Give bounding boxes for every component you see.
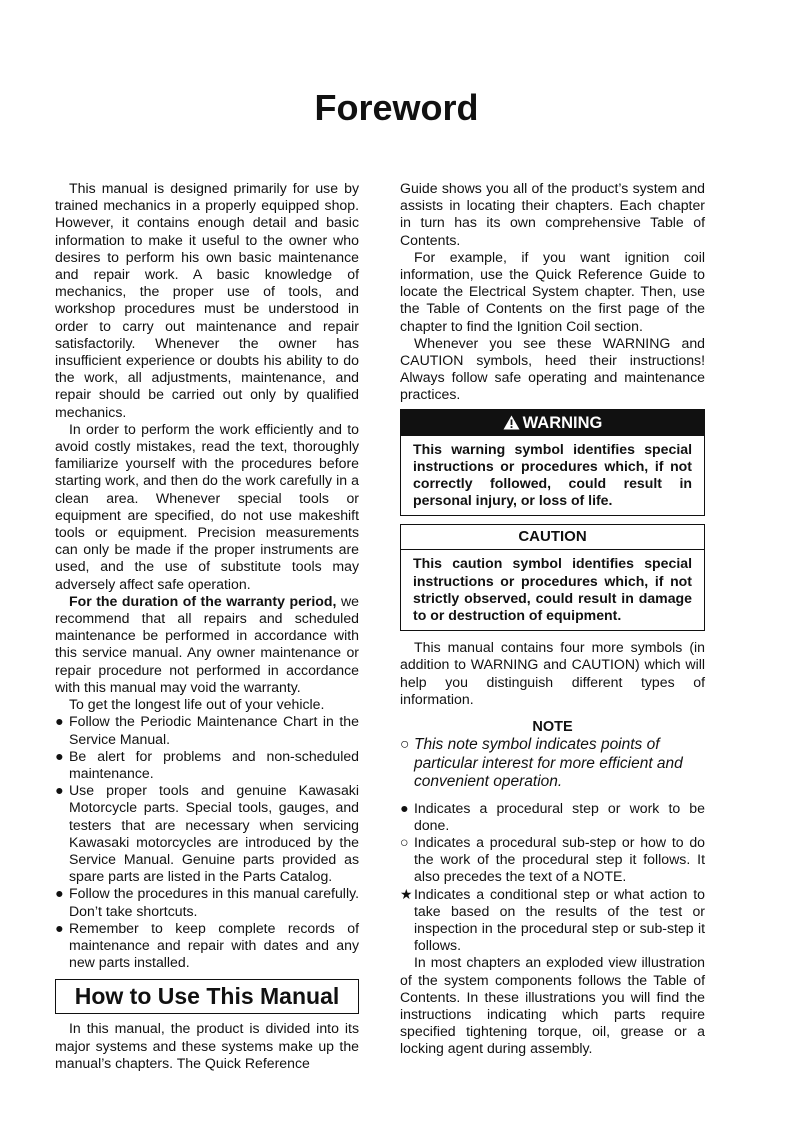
bullet-item: ● Be alert for problems and non-scheduled maintenance. <box>55 747 359 781</box>
four-symbols-paragraph: This manual contains four more symbols (in addition to WARNING and CAUTION) which will help you distinguish different types of information. <box>400 639 705 707</box>
right-column <box>400 180 705 1058</box>
bullet-icon: ● <box>55 919 64 936</box>
intro-paragraph: This manual is designed primarily for use by trained mechanics in a properly equipped shop. However, it contains enough detail and basic information to make it useful to the owner who desires to perform his own basic maintenance and repair work. A basic knowledge of mechanics, the proper use of tools, and workshop procedures must be understood in order to carry out maintenance and repair satisfactorily. Whenever the owner has insufficient experience or doubts his ability to do the work, all adjustments, maintenance, and repair should be carried out only by qualified mechanics. <box>55 180 359 420</box>
symbols-paragraph: Whenever you see these WARNING and CAUTION symbols, heed their instructions! Always follow safe operating and maintenance practices. <box>400 334 705 403</box>
efficiency-paragraph: In order to perform the work efficiently and to avoid costly mistakes, read the text, thoroughly familiarize yourself with the procedures before starting work, and then do the work carefully in a clean area. Whenever special tools or equipment are specified, do not use makeshift tools or equipment. Precision measurements can only be made if the proper instruments are used, and the use of substitute tools may adversely affect safe operation. <box>55 420 359 592</box>
open-circle-icon: ○ <box>400 833 409 850</box>
bullet-icon: ● <box>55 713 64 730</box>
warranty-bold-text: For the duration of the warranty period, <box>69 592 337 609</box>
warning-triangle-icon <box>503 415 520 430</box>
quick-reference-paragraph: Guide shows you all of the product’s system and assists in locating their chapters. Each chapter in turn has its own comprehensive Table of Contents. <box>400 180 705 248</box>
open-circle-icon: ○ <box>400 736 410 754</box>
bullet-item: ● Follow the Periodic Maintenance Chart in the Service Manual. <box>55 713 359 747</box>
note-item: ○ This note symbol indicates points of particular interest for more efficient and convenient operation. <box>400 736 683 791</box>
caution-label: CAUTION <box>401 525 704 550</box>
how-to-use-paragraph: In this manual, the product is divided into its major systems and these systems make up the manual’s chapters. The Quick Reference <box>55 1020 359 1071</box>
symbol-item: ★ Indicates a conditional step or what action to take based on the results of the test or inspection in the procedural step or sub-step it follows. <box>400 885 705 954</box>
bullet-icon: ● <box>55 747 64 764</box>
symbol-item: ● Indicates a procedural step or work to be done. <box>400 799 705 833</box>
warning-box <box>400 409 705 517</box>
example-paragraph: For example, if you want ignition coil information, use the Quick Reference Guide to locate the Electrical System chapter. Then, use the Table of Contents on the first page of the chapter to find the Ignition Coil section. <box>400 248 705 334</box>
left-column <box>55 180 359 1072</box>
bullet-icon: ● <box>55 885 64 902</box>
bullet-item: ● Use proper tools and genuine Kawasaki Motorcycle parts. Special tools, gauges, and testers that are necessary when servicing Kawasaki motorcycles are introduced by the Service Manual. Genuine parts provided as spare parts are listed in the Parts Catalog. <box>55 782 359 885</box>
section-heading: How to Use This Manual <box>55 979 359 1014</box>
warning-header <box>401 410 704 436</box>
warranty-paragraph <box>55 593 359 696</box>
bullet-icon: ● <box>55 782 64 799</box>
warranty-text: we recommend that all repairs and scheduled maintenance be performed in accordance with this service manual. Any owner maintenance or repair procedure not performed in accordance with this manual may void the warranty. <box>55 592 359 695</box>
warning-text: This warning symbol identifies special instructions or procedures which, if not correctly followed, could result in personal injury, or loss of life. <box>413 440 692 509</box>
caution-text: This caution symbol identifies special instructions or procedures which, if not strictly observed, could result in damage to or destruction of equipment. <box>413 555 692 624</box>
note-heading: NOTE <box>532 719 573 736</box>
bullet-item: ● Follow the procedures in this manual carefully. Don’t take shortcuts. <box>55 885 359 919</box>
symbol-item: ○ Indicates a procedural sub-step or how to do the work of the procedural step it follows. It also precedes the text of a NOTE. <box>400 833 705 885</box>
bullet-item: ● Remember to keep complete records of maintenance and repair with dates and any new parts installed. <box>55 919 359 971</box>
exploded-view-paragraph: In most chapters an exploded view illustration of the system components follows the Table of Contents. In these illustrations you will find the instructions indicating which parts require specified tightening torque, oil, grease or a locking agent during assembly. <box>400 954 705 1057</box>
longest-life-paragraph: To get the longest life out of your vehicle. <box>69 696 325 713</box>
caution-box <box>400 524 705 631</box>
page-title: Foreword <box>314 87 479 128</box>
bullet-icon: ● <box>400 799 409 816</box>
star-icon: ★ <box>400 885 413 902</box>
warning-label: WARNING <box>522 413 603 432</box>
